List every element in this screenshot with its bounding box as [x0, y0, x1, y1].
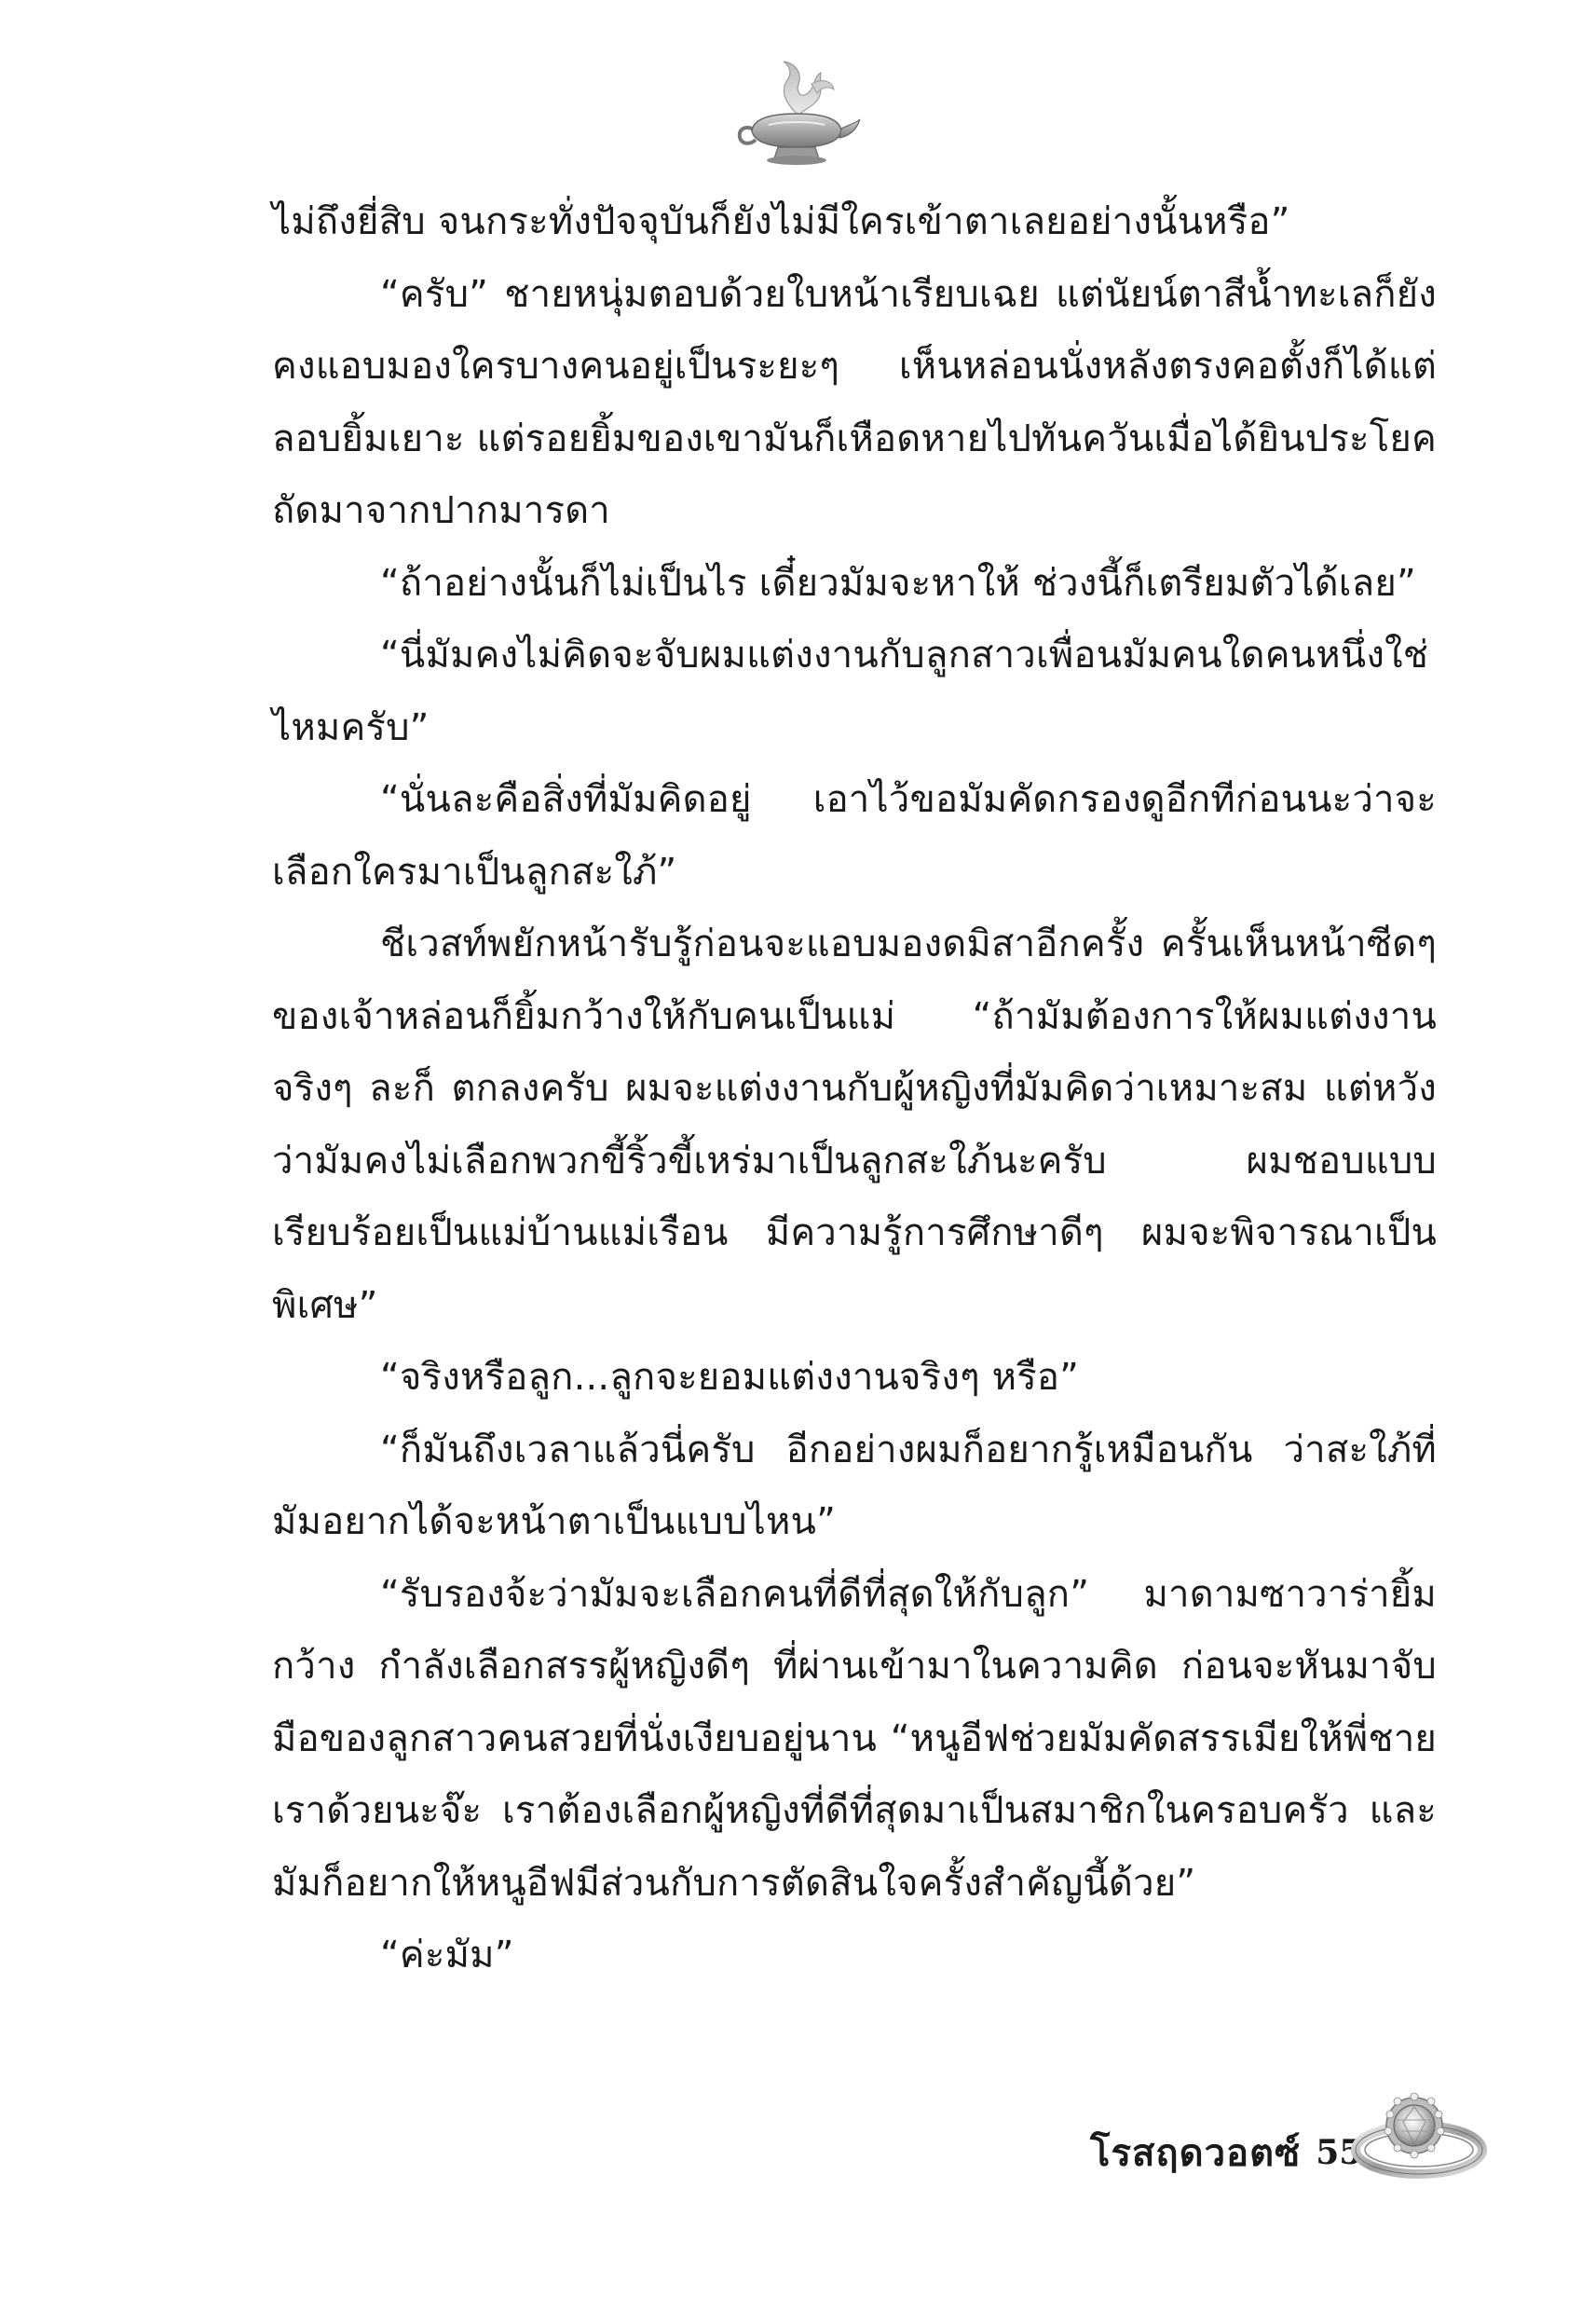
running-title: โรสฤดวอตซ์ — [1090, 2131, 1302, 2175]
paragraph: “จริงหรือลูก...ลูกจะยอมแต่งงานจริงๆ หรือ” — [380, 1356, 1080, 1399]
paragraph: ชีเวสท์พยักหน้ารับรู้ก่อนจะแอบมองดมิสาอีกครั้ง ครั้นเห็นหน้าซีดๆ ของเจ้าหล่อนก็ยิ้มกว้างให้กับคนเป็นแม่ “ถ้ามัมต้องการให้ผมแต่งงานจริงๆ ละก็ ตกลงครับ ผมจะแต่งงานกับผู้หญิงที่มัมคิดว่าเหมาะสม แต่หวังว่ามัมคงไม่เลือกพวกขี้ริ้วขี้เหร่มาเป็นลูกสะใภ้นะครับ ผมชอบแบบเรียบร้อยเป็นแม่บ้านแม่เรือน มีความรู้การศึกษาดีๆ ผมจะพิจารณาเป็นพิเศษ” — [272, 923, 1437, 1327]
paragraph: “นั่นละคือสิ่งที่มัมคิดอยู่ เอาไว้ขอมัมคัดกรองดูอีกทีก่อนนะว่าจะเลือกใครมาเป็นลูกสะใภ้” — [272, 778, 1437, 894]
paragraph: “ก็มันถึงเวลาแล้วนี่ครับ อีกอย่างผมก็อยากรู้เหมือนกัน ว่าสะใภ้ที่มัมอยากได้จะหน้าตาเป็นแบบไหน” — [272, 1428, 1437, 1543]
diamond-ring-icon — [1349, 2073, 1489, 2195]
paragraph: “นี่มัมคงไม่คิดจะจับผมแต่งงานกับลูกสาวเพื่อนมัมคนใดคนหนึ่งใช่ไหมครับ” — [272, 634, 1429, 749]
paragraph: ไม่ถึงยี่สิบ จนกระทั่งปัจจุบันก็ยังไม่มีใครเข้าตาเลยอย่างนั้นหรือ” — [272, 200, 1290, 243]
genie-lamp-icon — [731, 56, 862, 168]
page-number: 55 — [1316, 2133, 1363, 2172]
body-text — [272, 186, 1437, 1992]
paragraph: “ครับ” ชายหนุ่มตอบด้วยใบหน้าเรียบเฉย แต่นัยน์ตาสีน้ำทะเลก็ยังคงแอบมองใครบางคนอยู่เป็นระยะๆ เห็นหล่อนนั่งหลังตรงคอตั้งก็ได้แต่ลอบยิ้มเยาะ แต่รอยยิ้มของเขามันก็เหือดหายไปทันควันเมื่อได้ยินประโยคถัดมาจากปากมารดา — [272, 272, 1437, 532]
page-footer — [1090, 2115, 1362, 2190]
paragraph: “ค่ะมัม” — [380, 1934, 514, 1976]
paragraph: “ถ้าอย่างนั้นก็ไม่เป็นไร เดี๋ยวมัมจะหาให้ ช่วงนี้ก็เตรียมตัวได้เลย” — [380, 561, 1416, 605]
paragraph: “รับรองจ้ะว่ามัมจะเลือกคนที่ดีที่สุดให้กับลูก” มาดามซาวาร่ายิ้มกว้าง กำลังเลือกสรรผู้หญิงดีๆ ที่ผ่านเข้ามาในความคิด ก่อนจะหันมาจับมือของลูกสาวคนสวยที่นั่งเงียบอยู่นาน “หนูอีฟช่วยมัมคัดสรรเมียให้พี่ชายเราด้วยนะจ๊ะ เราต้องเลือกผู้หญิงที่ดีที่สุดมาเป็นสมาชิกในครอบครัว และมัมก็อยากให้หนูอีฟมีส่วนกับการตัดสินใจครั้งสำคัญนี้ด้วย” — [272, 1572, 1437, 1905]
